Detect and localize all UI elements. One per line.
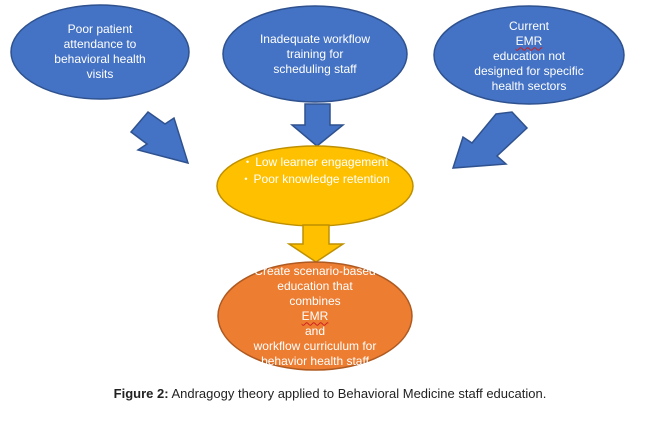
bullet-icon: •	[246, 157, 250, 167]
arrow-yellow-down	[289, 225, 343, 262]
arrow-center-down	[292, 104, 343, 146]
node-middle-text	[232, 155, 402, 189]
caption-text: Andragogy theory applied to Behavioral Medicine staff education.	[168, 386, 547, 401]
node-bottom-text: Create scenario-based education that combines EMR and workflow curriculum for behavior health staff	[253, 263, 377, 368]
figure-caption	[0, 386, 660, 401]
bullet-item: • Low learner engagement	[246, 155, 388, 169]
bullet-icon: •	[244, 174, 248, 184]
spellcheck-underline: EMR	[515, 33, 543, 48]
node-top-right-text: Current EMR education not designed for specific health sectors	[474, 18, 584, 93]
emr-line: Current EMR	[474, 19, 583, 49]
bullet-item: • Poor knowledge retention	[244, 172, 390, 186]
spellcheck-underline: EMR	[301, 308, 329, 323]
node-top-center-text: Inadequate workflow training for scheduling staff	[259, 31, 371, 76]
arrow-left-diagonal	[131, 112, 188, 163]
caption-label: Figure 2:	[113, 386, 169, 401]
node-top-left-text: Poor patient attendance to behavioral health visits	[54, 22, 146, 81]
arrow-right-diagonal	[453, 112, 527, 168]
emr-line-bottom: combines EMR and	[254, 294, 377, 339]
